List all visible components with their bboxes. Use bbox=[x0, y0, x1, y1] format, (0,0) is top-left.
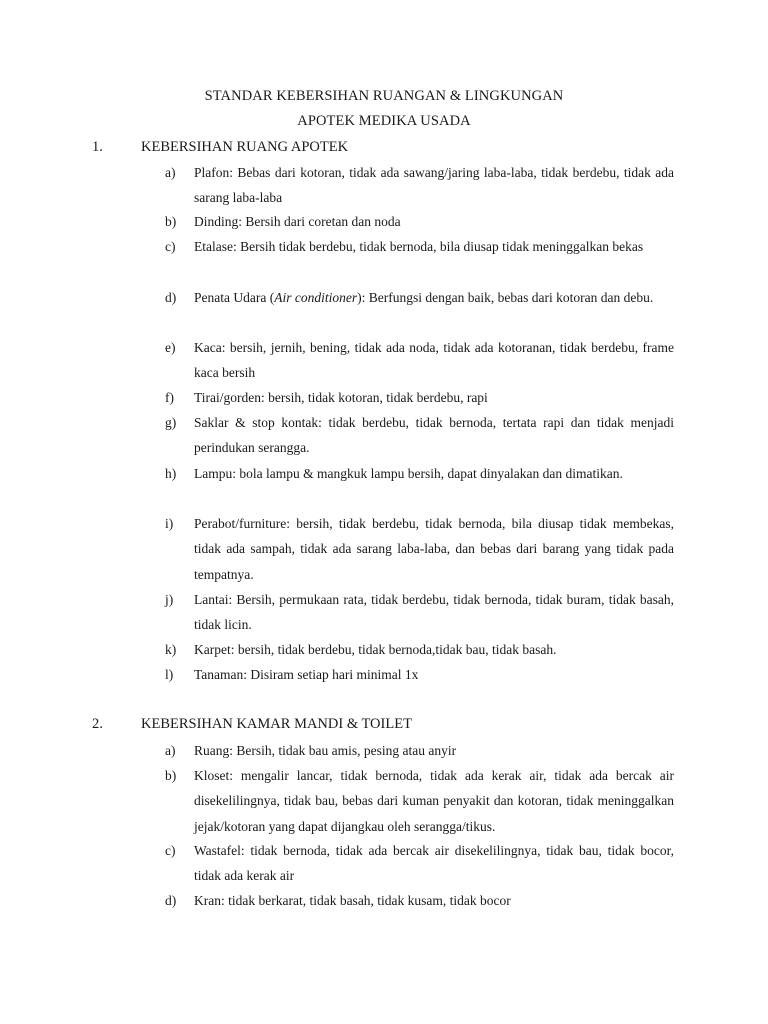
item-letter: c) bbox=[165, 239, 176, 254]
item-text-before: Penata Udara ( bbox=[194, 290, 275, 305]
item-letter: l) bbox=[165, 667, 174, 682]
section-number: 2. bbox=[92, 716, 103, 732]
item-letter: e) bbox=[165, 340, 176, 355]
item-text-italic: Air conditioner bbox=[274, 290, 358, 305]
item-text: Tanaman: Disiram setiap hari minimal 1x bbox=[194, 667, 419, 682]
item-letter: g) bbox=[165, 415, 177, 430]
item-text: Saklar & stop kontak: tidak berdebu, tidak bernoda, tertata rapi dan tidak menjadi perindukan serangga. bbox=[194, 415, 674, 456]
item-letter: c) bbox=[165, 843, 176, 858]
item-text: Kaca: bersih, jernih, bening, tidak ada noda, tidak ada kotoranan, tidak berdebu, frame kaca bersih bbox=[194, 340, 674, 381]
item-text-after: ): Berfungsi dengan baik, bebas dari kotoran dan debu. bbox=[357, 290, 654, 305]
item-letter: i) bbox=[165, 516, 174, 531]
item-text: Etalase: Bersih tidak berdebu, tidak bernoda, bila diusap tidak meninggalkan bekas bbox=[194, 239, 644, 254]
item-letter: b) bbox=[165, 214, 177, 229]
item-text: Ruang: Bersih, tidak bau amis, pesing atau anyir bbox=[194, 743, 457, 758]
document-title: STANDAR KEBERSIHAN RUANGAN & LINGKUNGAN bbox=[204, 88, 564, 104]
item-text: Wastafel: tidak bernoda, tidak ada bercak air disekelilingnya, tidak bau, tidak bocor, tidak ada kerak air bbox=[194, 843, 674, 884]
item-text: Lampu: bola lampu & mangkuk lampu bersih, dapat dinyalakan dan dimatikan. bbox=[194, 466, 623, 481]
item-letter: j) bbox=[165, 592, 174, 607]
item-letter: b) bbox=[165, 768, 177, 783]
item-text: Dinding: Bersih dari coretan dan noda bbox=[194, 214, 401, 229]
item-letter: k) bbox=[165, 642, 177, 657]
item-text: Lantai: Bersih, permukaan rata, tidak berdebu, tidak bernoda, tidak buram, tidak basah, tidak licin. bbox=[194, 592, 674, 633]
item-text: Plafon: Bebas dari kotoran, tidak ada sawang/jaring laba-laba, tidak berdebu, tidak ada sarang laba-laba bbox=[194, 165, 674, 206]
item-text: Karpet: bersih, tidak berdebu, tidak bernoda,tidak bau, tidak basah. bbox=[194, 642, 557, 657]
item-letter: h) bbox=[165, 466, 177, 481]
item-text: Kran: tidak berkarat, tidak basah, tidak kusam, tidak bocor bbox=[194, 893, 511, 908]
section-number: 1. bbox=[92, 139, 103, 155]
item-text bbox=[194, 285, 674, 310]
item-letter: f) bbox=[165, 390, 174, 405]
item-text: Perabot/furniture: bersih, tidak berdebu, tidak bernoda, bila diusap tidak membekas, tidak ada sampah, tidak ada sarang laba-laba, dan bebas dari barang yang tidak pada tempatnya. bbox=[194, 516, 674, 582]
section-title: KEBERSIHAN RUANG APOTEK bbox=[141, 139, 349, 155]
item-text: Kloset: mengalir lancar, tidak bernoda, tidak ada kerak air, tidak ada bercak air disekelilingnya, tidak bau, bebas dari kuman penyakit dan kotoran, tidak meninggalkan jejak/kotoran yang dapat dijangkau oleh serangga/tikus. bbox=[194, 768, 674, 834]
item-letter: a) bbox=[165, 165, 176, 180]
item-text: Tirai/gorden: bersih, tidak kotoran, tidak berdebu, rapi bbox=[194, 390, 488, 405]
item-letter: a) bbox=[165, 743, 176, 758]
document-subtitle: APOTEK MEDIKA USADA bbox=[297, 113, 471, 129]
section-title: KEBERSIHAN KAMAR MANDI & TOILET bbox=[141, 716, 412, 732]
item-letter: d) bbox=[165, 893, 177, 908]
item-letter: d) bbox=[165, 290, 177, 305]
